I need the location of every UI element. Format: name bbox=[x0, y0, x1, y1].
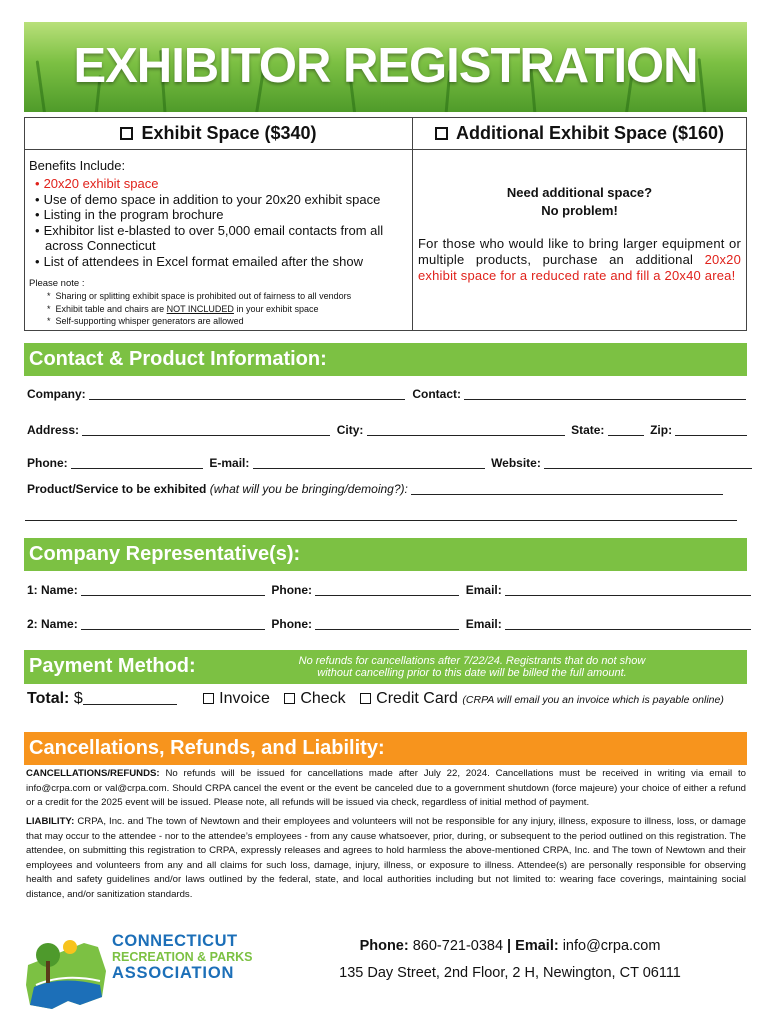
city-field[interactable] bbox=[367, 425, 565, 436]
cancellation-text: CANCELLATIONS/REFUNDS: No refunds will be issued for cancellations made after July 22, 2024. Cancellations must be received in writing via email to info@crpa.com or val@crpa.com. Should CRPA cancel the event or the event be canceled due to a government shutdown (force majeure) your choice of either a refund or a credit for the 2025 event will be issued. Please note, all refunds will be issued via check, regardless of initial method of payment. bbox=[26, 768, 746, 808]
invoice-option[interactable]: Invoice bbox=[203, 690, 270, 707]
address-field[interactable] bbox=[82, 425, 330, 436]
additional-space-option[interactable] bbox=[413, 118, 746, 150]
payment-row: Total: $ Invoice Check Credit Card (CRPA will email you an invoice which is payable online) bbox=[27, 690, 724, 707]
benefit-item: • Listing in the program brochure bbox=[35, 207, 412, 223]
rep2-name-field[interactable] bbox=[81, 619, 265, 630]
note-title: Please note : bbox=[29, 278, 85, 289]
product-row-2 bbox=[25, 508, 737, 522]
additional-space-label: Additional Exhibit Space ($160) bbox=[455, 123, 725, 143]
product-field-line2[interactable] bbox=[25, 510, 737, 521]
company-field[interactable] bbox=[89, 389, 405, 400]
product-row: Product/Service to be exhibited (what will you be bringing/demoing?): bbox=[27, 482, 723, 496]
footer-address: 135 Day Street, 2nd Floor, 2 H, Newington, CT 06111 bbox=[339, 965, 681, 981]
rep1-email-field[interactable] bbox=[505, 585, 751, 596]
contact-field[interactable] bbox=[464, 389, 746, 400]
need-space-heading: Need additional space? No problem! bbox=[506, 185, 653, 218]
benefit-item: • Use of demo space in addition to your 20x20 exhibit space bbox=[35, 192, 412, 208]
invoice-checkbox[interactable] bbox=[203, 693, 214, 704]
product-field[interactable] bbox=[411, 484, 723, 495]
footer-email[interactable]: info@crpa.com bbox=[558, 938, 661, 954]
zip-field[interactable] bbox=[675, 425, 747, 436]
crpa-logo-text: CONNECTICUT RECREATION & PARKS ASSOCIATION bbox=[112, 932, 253, 982]
header-banner bbox=[24, 22, 747, 112]
contact-section-header: Contact & Product Information: bbox=[24, 343, 747, 376]
additional-space-panel bbox=[413, 117, 747, 331]
footer-contact: Phone: 860-721-0384 | Email: info@crpa.com bbox=[359, 938, 661, 954]
company-row: Company: Contact: bbox=[27, 387, 746, 401]
credit-card-checkbox[interactable] bbox=[360, 693, 371, 704]
state-field[interactable] bbox=[608, 425, 644, 436]
rep1-row: 1: Name: Phone: Email: bbox=[27, 583, 751, 597]
benefit-item: • 20x20 exhibit space bbox=[35, 176, 412, 192]
rep1-phone-field[interactable] bbox=[315, 585, 459, 596]
payment-note: No refunds for cancellations after 7/22/24. Registrants that do not show without cancelling prior to this date will be billed the full amount. bbox=[298, 655, 646, 679]
note-item: * Self-supporting whisper generators are allowed bbox=[47, 315, 412, 328]
exhibit-space-option[interactable] bbox=[25, 118, 412, 150]
exhibit-space-label: Exhibit Space ($340) bbox=[141, 123, 317, 143]
benefit-item: • List of attendees in Excel format emailed after the show bbox=[35, 254, 412, 270]
cancellation-section-header: Cancellations, Refunds, and Liability: bbox=[24, 732, 747, 765]
footer-phone[interactable]: 860-721-0384 bbox=[408, 938, 504, 954]
notes-list bbox=[47, 290, 412, 328]
address-row: Address: City: State: Zip: bbox=[27, 423, 747, 437]
credit-card-option[interactable]: Credit Card bbox=[360, 690, 458, 707]
additional-space-checkbox[interactable] bbox=[435, 127, 448, 140]
website-field[interactable] bbox=[544, 458, 752, 469]
check-checkbox[interactable] bbox=[284, 693, 295, 704]
invoice-note: (CRPA will email you an invoice which is payable online) bbox=[462, 694, 724, 706]
benefit-item: • Exhibitor list e-blasted to over 5,000 email contacts from all across Connecticut bbox=[35, 223, 412, 254]
benefits-title: Benefits Include: bbox=[29, 158, 126, 173]
phone-row: Phone: E-mail: Website: bbox=[27, 456, 752, 470]
email-field[interactable] bbox=[253, 458, 485, 469]
rep1-name-field[interactable] bbox=[81, 585, 265, 596]
page-title: EXHIBITOR REGISTRATION bbox=[73, 39, 698, 93]
note-item: * Exhibit table and chairs are NOT INCLUDED in your exhibit space bbox=[47, 303, 412, 316]
total-field[interactable] bbox=[83, 691, 177, 705]
rep2-row: 2: Name: Phone: Email: bbox=[27, 617, 751, 631]
total-label: Total: bbox=[27, 690, 70, 707]
benefits-list bbox=[35, 176, 412, 269]
phone-field[interactable] bbox=[71, 458, 203, 469]
rep2-phone-field[interactable] bbox=[315, 619, 459, 630]
rep2-email-field[interactable] bbox=[505, 619, 751, 630]
exhibit-space-checkbox[interactable] bbox=[120, 127, 133, 140]
liability-text: LIABILITY: CRPA, Inc. and The town of Newtown and their employees and volunteers will not be responsible for any injury, illness, exposure to illness, loss, or damage that may occur to the attendee - nor to the attendee’s employees - from any cause whatsoever, prior, during, or subsequent to the period outlined on this registration. The attendee, on submitting this registration to CRPA, expressly releases and agrees to hold harmless the above-mentioned CRPA, Inc. and The town of Newtown and their employees and volunteers from any and all claims for such loss, damage, injury, illness, or exposure to illness. Attendee(s) are personally responsible for observing health and safety guidelines and/or laws outlined by the federal, state, and local authorities including but not limited to: wearing face coverings, maintaining social distance, and/or sanitization standards. bbox=[26, 816, 746, 900]
payment-section-header: Payment Method: bbox=[24, 650, 747, 684]
note-item: * Sharing or splitting exhibit space is prohibited out of fairness to all vendors bbox=[47, 290, 412, 303]
check-option[interactable]: Check bbox=[284, 690, 345, 707]
rep-section-header: Company Representative(s): bbox=[24, 538, 747, 571]
exhibit-space-panel bbox=[24, 117, 413, 331]
additional-space-pitch: For those who would like to bring larger equipment or multiple products, purchase an additional 20x20 exhibit space for a reduced rate and fill a 20x40 area! bbox=[418, 236, 741, 283]
